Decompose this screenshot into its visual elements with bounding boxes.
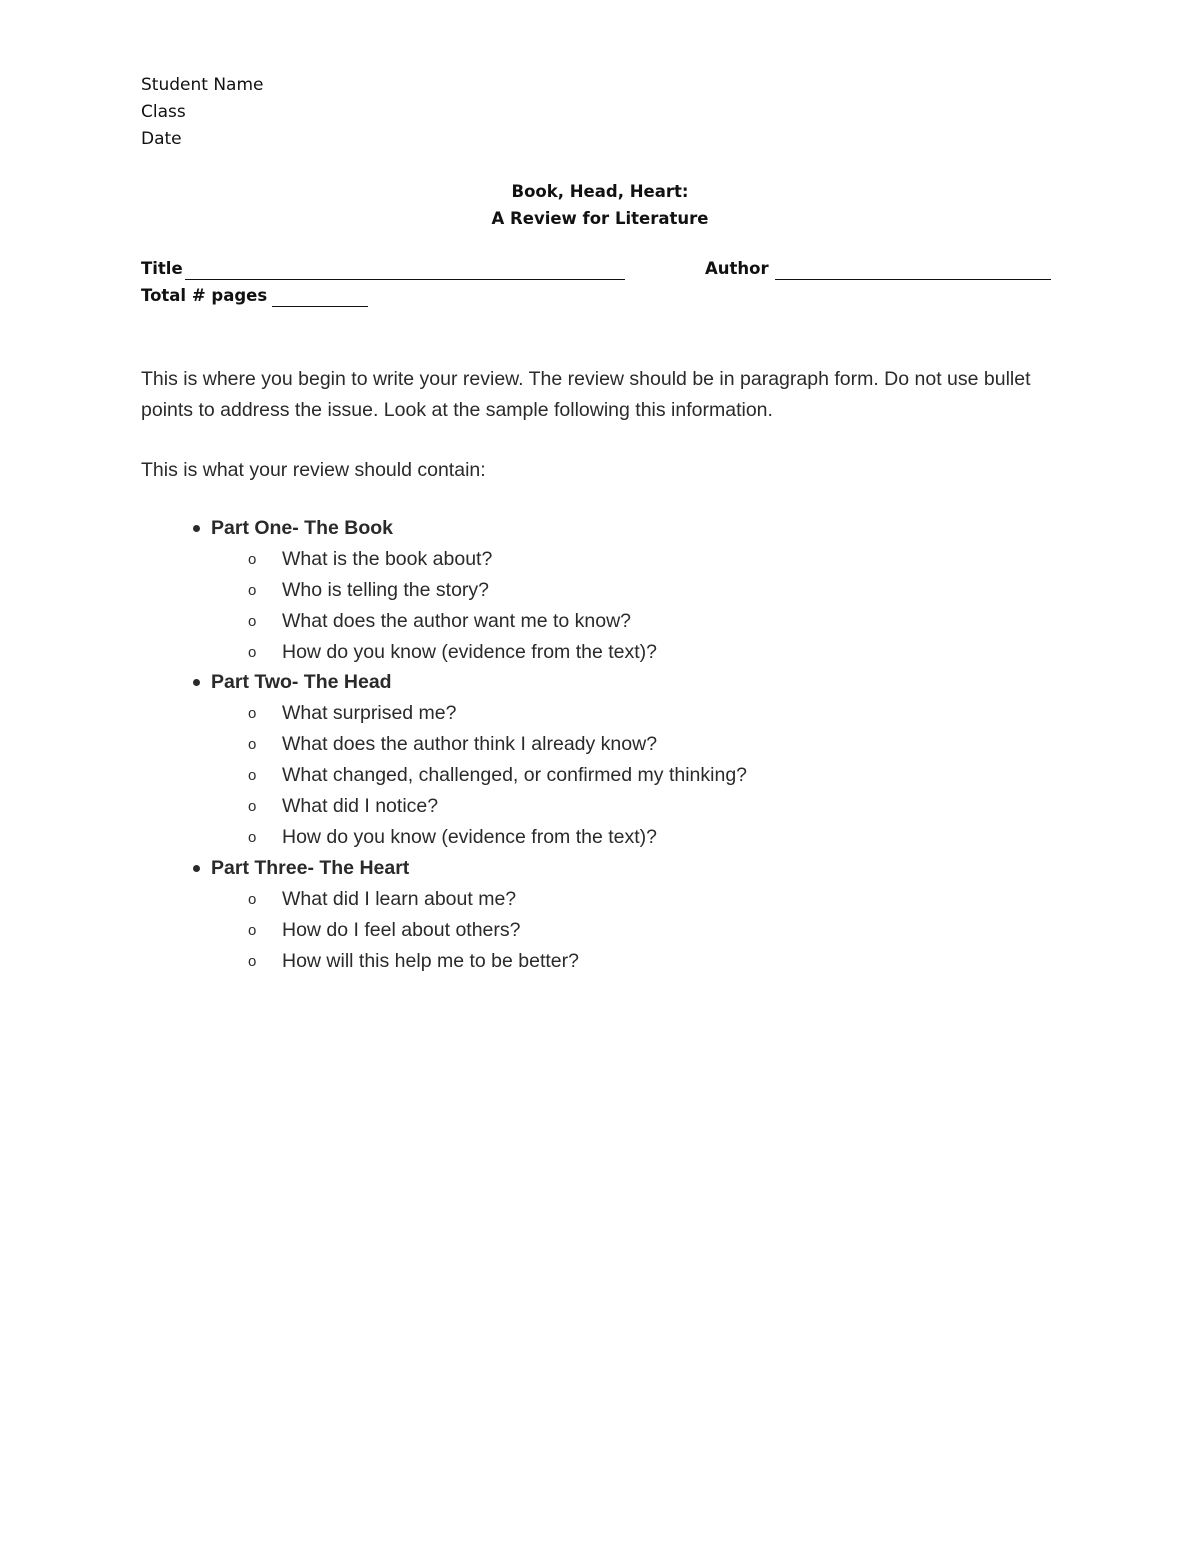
total-pages-field	[141, 285, 368, 307]
list-item	[193, 575, 657, 606]
list-item-text: Who is telling the story?	[282, 579, 490, 601]
circle-bullet-icon: o	[248, 613, 257, 630]
list-item-text: What changed, challenged, or confirmed my thinking?	[282, 764, 748, 786]
book-title-field	[141, 258, 625, 280]
bullet-icon	[193, 525, 200, 532]
contains-paragraph: This is what your review should contain:	[141, 459, 486, 481]
date-label: Date	[141, 129, 182, 149]
bullet-icon	[193, 865, 200, 872]
bullet-icon	[193, 679, 200, 686]
total-pages-blank	[272, 289, 368, 307]
list-item-text: What surprised me?	[282, 702, 457, 724]
list-item	[193, 606, 657, 637]
section-heading	[193, 853, 579, 884]
circle-bullet-icon: o	[248, 705, 257, 722]
list-item	[193, 915, 579, 946]
circle-bullet-icon: o	[248, 644, 257, 661]
student-name-label: Student Name	[141, 75, 264, 95]
list-item	[193, 637, 657, 668]
section-heading	[193, 667, 747, 698]
list-item-text: What is the book about?	[282, 548, 493, 570]
circle-bullet-icon: o	[248, 953, 257, 970]
circle-bullet-icon: o	[248, 891, 257, 908]
book-title-blank	[185, 262, 625, 280]
list-item	[193, 698, 747, 729]
list-item	[193, 729, 747, 760]
section-heading-text: Part One- The Book	[211, 517, 394, 539]
circle-bullet-icon: o	[248, 736, 257, 753]
list-item-text: How do you know (evidence from the text)?	[282, 826, 658, 848]
intro-paragraph: This is where you begin to write your review. The review should be in paragraph form. Do not use bullet points to address the issue. Look at the sample following this information.	[141, 368, 1031, 421]
section-heading	[193, 513, 657, 544]
author-label: Author	[705, 259, 769, 278]
list-item	[193, 822, 747, 853]
list-item-text: What did I notice?	[282, 795, 439, 817]
title-line-2: A Review for Literature	[491, 209, 709, 228]
list-item-text: How do you know (evidence from the text)?	[282, 641, 658, 663]
list-item-text: How do I feel about others?	[282, 919, 521, 941]
list-item	[193, 946, 579, 977]
student-info-block	[141, 72, 263, 153]
circle-bullet-icon: o	[248, 767, 257, 784]
book-title-label: Title	[141, 259, 183, 278]
author-field	[705, 258, 1051, 280]
list-item-text: What did I learn about me?	[282, 888, 517, 910]
circle-bullet-icon: o	[248, 829, 257, 846]
section-heading-text: Part Two- The Head	[211, 671, 392, 693]
circle-bullet-icon: o	[248, 582, 257, 599]
section-heading-text: Part Three- The Heart	[211, 857, 410, 879]
list-item-text: How will this help me to be better?	[282, 950, 579, 972]
circle-bullet-icon: o	[248, 551, 257, 568]
section-part-three	[193, 853, 579, 977]
author-blank	[775, 262, 1051, 280]
list-item-text: What does the author want me to know?	[282, 610, 632, 632]
circle-bullet-icon: o	[248, 798, 257, 815]
section-part-two	[193, 667, 747, 853]
circle-bullet-icon: o	[248, 922, 257, 939]
list-item	[193, 544, 657, 575]
document-title	[0, 178, 1200, 232]
title-line-1: Book, Head, Heart:	[511, 182, 689, 201]
class-label: Class	[141, 102, 186, 122]
list-item-text: What does the author think I already know?	[282, 733, 658, 755]
section-part-one	[193, 513, 657, 668]
list-item	[193, 760, 747, 791]
list-item	[193, 791, 747, 822]
list-item	[193, 884, 579, 915]
total-pages-label: Total # pages	[141, 286, 268, 305]
